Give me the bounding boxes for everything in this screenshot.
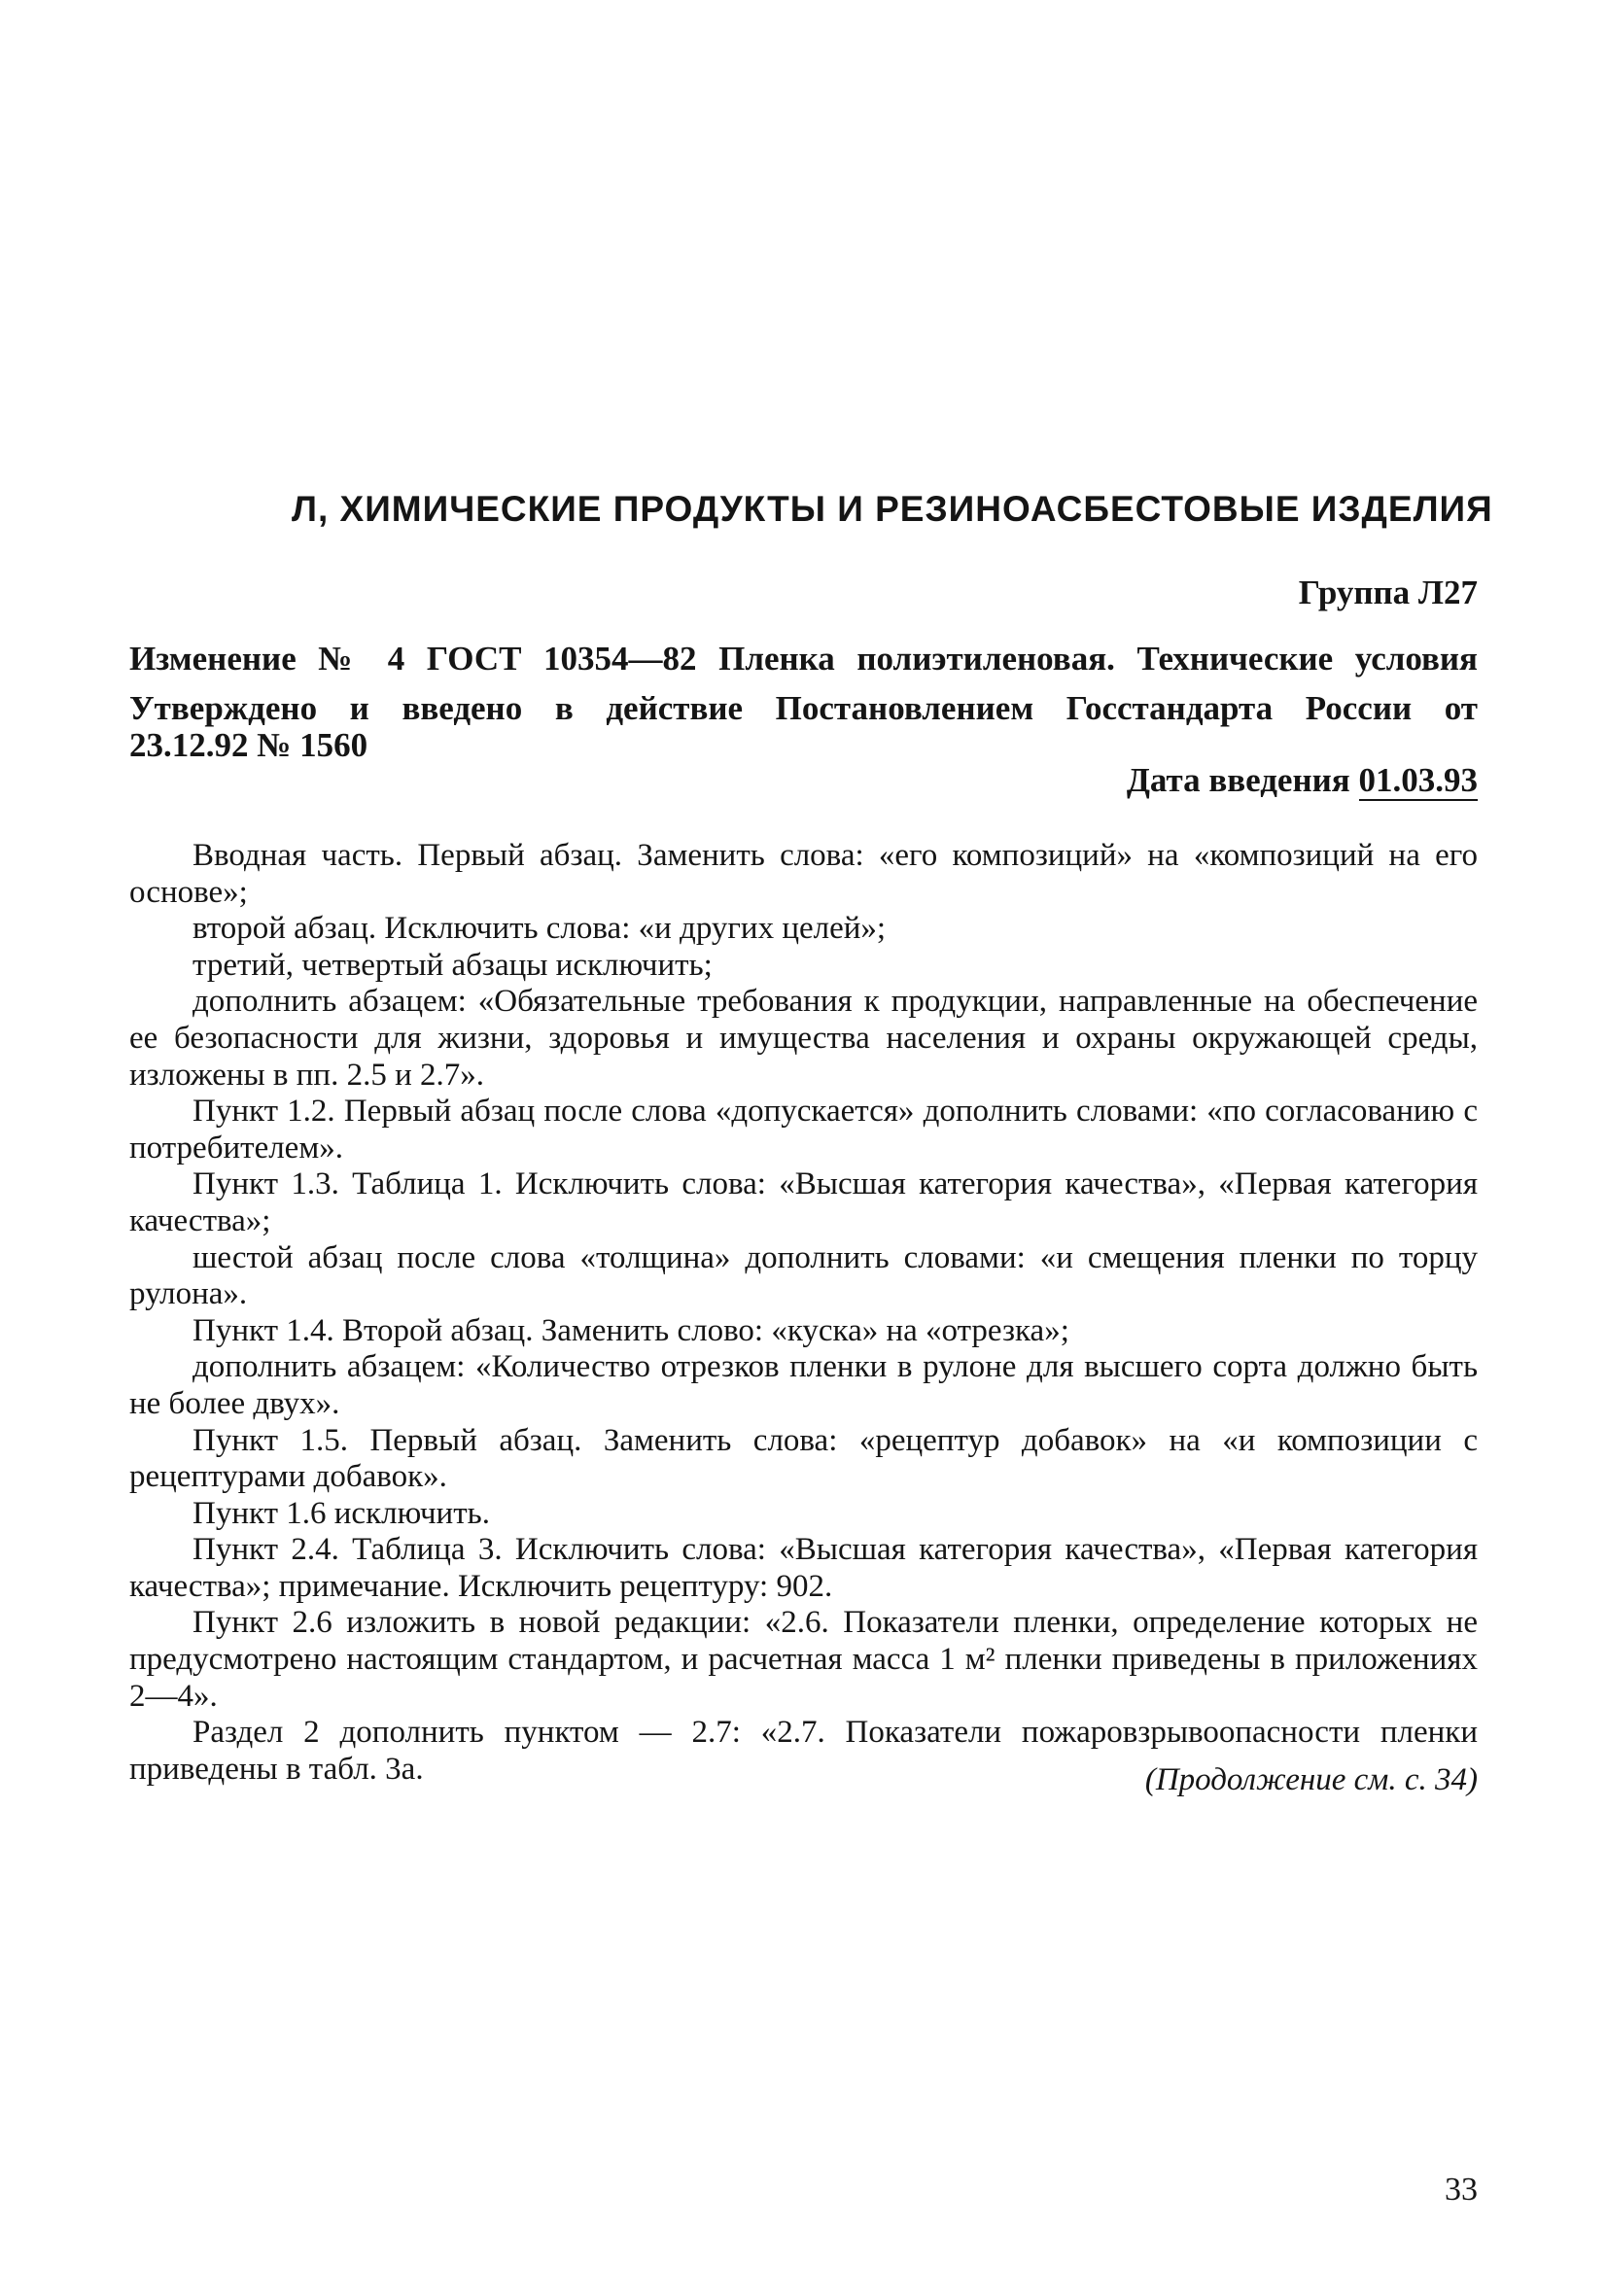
approval-line-1: Утверждено и введено в действие Постановлением Госстандарта России от [129, 689, 1478, 727]
paragraph: второй абзац. Исключить слова: «и других целей»; [192, 911, 887, 947]
paragraph: Пункт 1.2. Первый абзац после слова «допускается» дополнить словами: «по согласованию с потребителем». [129, 1094, 1478, 1165]
paragraph: Пункт 1.6 исключить. [192, 1495, 490, 1531]
paragraph: Пункт 1.5. Первый абзац. Заменить слова: «рецептур добавок» на «и композиции с рецептурами добавок». [129, 1422, 1478, 1495]
paragraph: Вводная часть. Первый абзац. Заменить слова: «его композиций» на «композиций на его основе»; [129, 838, 1478, 910]
effective-date [1127, 758, 1478, 803]
amendment-body [129, 838, 1478, 1788]
paragraph: Пункт 1.4. Второй абзац. Заменить слово: «куска» на «отрезка»; [192, 1312, 1069, 1348]
continuation-note: (Продолжение см. с. 34) [1144, 1762, 1478, 1797]
paragraph: Раздел 2 дополнить пунктом — 2.7: «2.7. Показатели пожаровзрывоопасности пленки приведены в табл. 3а. [129, 1715, 1478, 1787]
approval-statement [129, 690, 1478, 764]
change-title: Изменение № 4 ГОСТ 10354—82 Пленка полиэтиленовая. Технические условия [129, 640, 1478, 678]
page-number: 33 [1445, 2172, 1478, 2208]
group-label: Группа Л27 [1298, 574, 1478, 611]
paragraph: третий, четвертый абзацы исключить; [192, 947, 713, 983]
paragraph: шестой абзац после слова «толщина» дополнить словами: «и смещения пленки по торцу рулона». [129, 1239, 1478, 1312]
paragraph: дополнить абзацем: «Обязательные требования к продукции, направленные на обеспечение ее безопасности для жизни, здоровья и имущества населения и охраны окружающей среды, изложены в пп. 2.5 и 2.7». [129, 984, 1478, 1093]
paragraph: Пункт 2.4. Таблица 3. Исключить слова: «Высшая категория качества», «Первая категория качества»; примечание. Исключить рецептуру: 902. [129, 1532, 1478, 1604]
paragraph: Пункт 2.6 изложить в новой редакции: «2.6. Показатели пленки, определение которых не предусмотрено настоящим стандартом, и расчетная масса 1 м² пленки приведены в приложениях 2—4». [129, 1605, 1478, 1714]
paragraph: дополнить абзацем: «Количество отрезков пленки в рулоне для высшего сорта должно быть не более двух». [129, 1349, 1478, 1421]
approval-line-2: 23.12.92 № 1560 [129, 726, 368, 764]
effective-date-value: 01.03.93 [1358, 761, 1478, 799]
effective-date-label: Дата введения [1126, 761, 1350, 799]
paragraph: Пункт 1.3. Таблица 1. Исключить слова: «Высшая категория качества», «Первая категория качества»; [129, 1166, 1478, 1238]
section-title: Л, ХИМИЧЕСКИЕ ПРОДУКТЫ И РЕЗИНОАСБЕСТОВЫЕ ИЗДЕЛИЯ [292, 489, 1493, 529]
